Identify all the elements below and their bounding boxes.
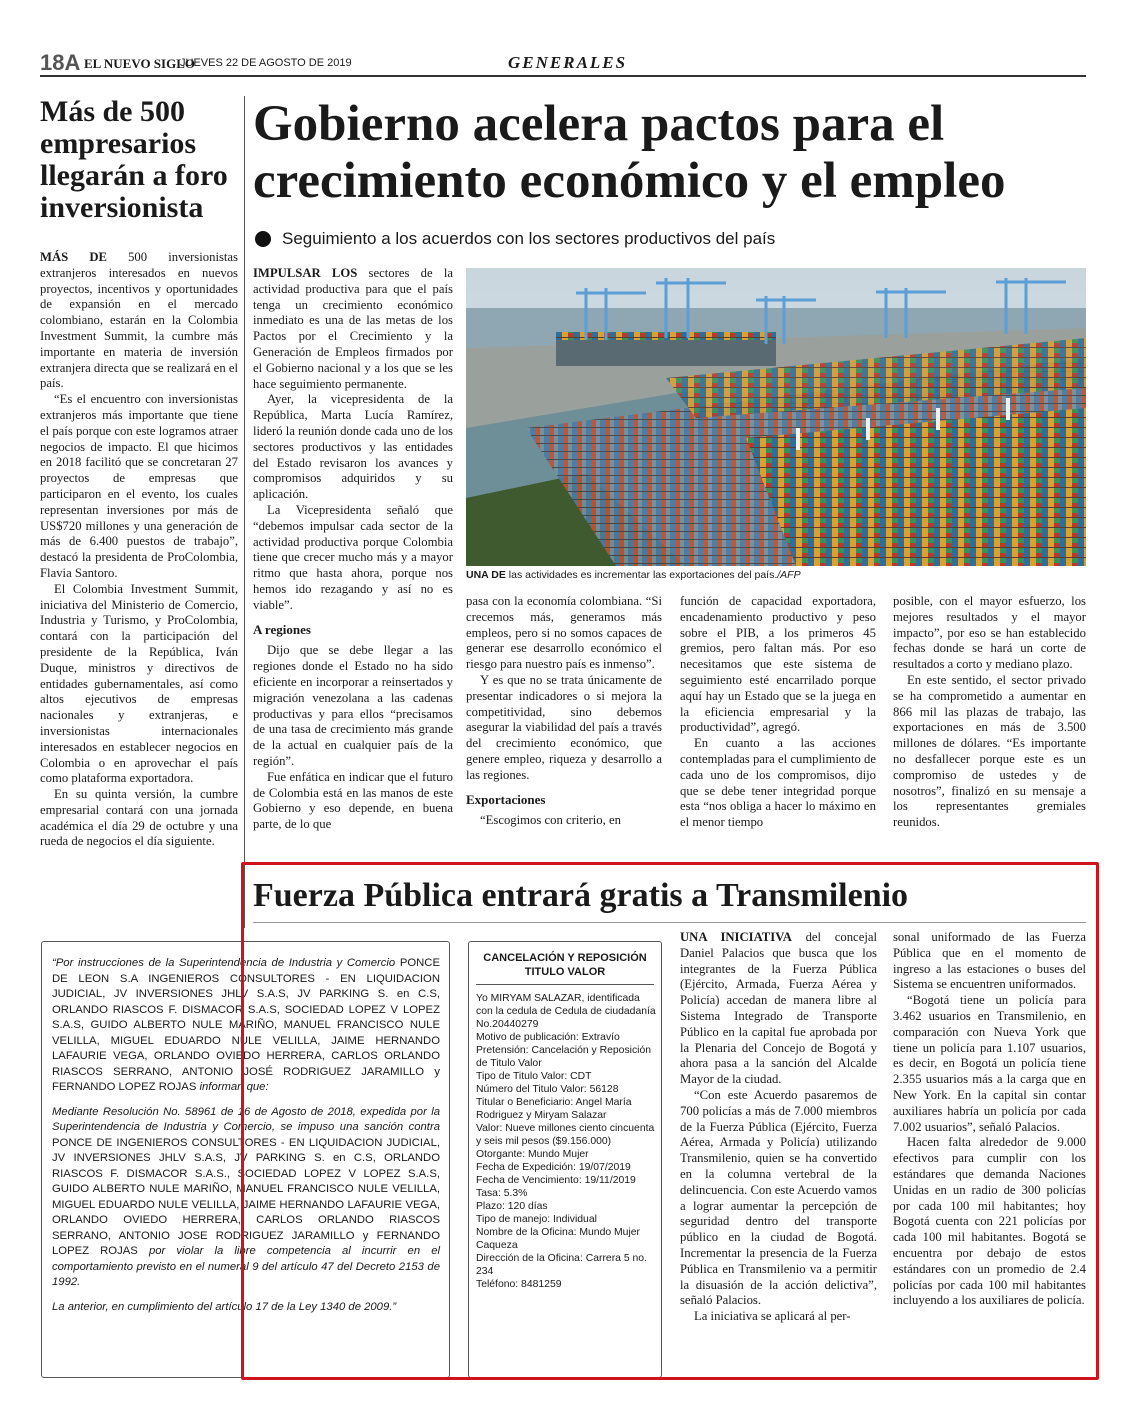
titulo-line: Dirección de la Oficina: Carrera 5 no. 234 [476,1253,647,1277]
main-story-c2p1: pasa con la economía colombiana. “Si crecemos más, generamos más empleos, pero si no somos capaces de generar ese desarrollo económico el riesgo para nuestro país es inmenso”. [466,594,662,672]
legal-notice-p2: Mediante Resolución No. 58961 de 16 de Agosto de 2018, expedida por la Superintendencia de Industria y Comercio, se impuso una sanción contra PONCE DE INGENIEROS CONSULTORES - EN LIQUIDACION JUDICIAL, JV INVERSIONES JHLV S.A.S, JV PARKING S. en C.S, ORLANDO RIASCOS F. DISMACOR S.A.S., SOCIEDAD LOPEZ V LOPEZ S.A.S, GUIDO ALBERTO NULE MARIÑO, MANUEL FRANCISCO NULE VELILLA, MIGUEL EDUARDO NULE VELILLA, JAIME HERNANDO LAFAURIE VEGA, ORLANDO OVIEDO HERRERA, CARLOS ORLANDO RIASCOS SERRANO, ANTONIO JOSE RODRIGUEZ JARAMILLO y FERNANDO LOPEZ ROJAS por violar la libre competencia al incurrir en el comportamiento previsto en el numeral 9 del artículo 47 del Decreto 2153 de 1992. [52,1105,441,1288]
main-story-c2p2: Y es que no se trata únicamente de presentar indicadores o si mejora la competitividad, sino debemos asegurar la viabilidad del país a través del crecimiento económico, que genere empleo, riqueza y desarrollo a las regiones. [466,672,662,782]
main-story-column-4 [893,594,1086,850]
main-story-c3p1: función de capacidad exportadora, encadenamiento productivo y peso sobre el PIB, a los primeros 45 gremios, pero faltan más. Por eso necesitamos que este sistema de seguimiento esté encarrilado porque aquí hay un Estado que se la juega en la eficiencia empresarial y la productividad”, agregó. [680,594,876,735]
header-rule [40,75,1086,77]
caption-lead: UNA DE [466,569,506,581]
main-story-p2: Ayer, la vicepresidenta de la República, Marta Lucía Ramírez, lideró la reunión donde cada uno de los sectores productivos y las entidades del Estado revisaron los avances y compromisos adquiridos y su aplicación. [253,392,453,502]
titulo-line: Tasa: 5.3% [476,1188,528,1199]
titulo-line: Otorgante: Mundo Mujer [476,1149,589,1160]
transmilenio-c2p3: Hacen falta alrededor de 9.000 efectivos para cumplir con los estándares que demanda Naciones Unidas en un radio de 300 policías por cada 100 mil habitantes; hoy Bogotá cuenta con 221 policías por cada 100 mil habitantes. Bogotá se encuentra por debajo de estos estándares con un promedio de 2.4 policías por cada 100 mil habitantes incluyendo a los auxiliares de policía. [893,1135,1086,1308]
legal-notice [52,956,440,1324]
main-story-title: Gobierno acelera pactos para el crecimiento económico y el empleo [253,96,1006,209]
titulo-line: Número del Titulo Valor: 56128 [476,1084,619,1095]
transmilenio-column-2 [893,930,1086,1370]
page-number: 18A [40,50,81,75]
titulo-line: Valor: Nueve millones ciento cincuenta y seis mil pesos ($9.156.000) [476,1123,655,1147]
titulo-notice-rule [476,984,654,985]
port-photo [466,268,1086,566]
bullet-icon [255,231,271,247]
side-story-p3: El Colombia Investment Summit, iniciativa del Ministerio de Comercio, Industria y Turismo, y ProColombia, contará con la participación del presidente de la República, Iván Duque, ministros y directivos de entidades gubernamentales, así como altos ejecutivos de empresas nacionales y extranjeras, e inversionistas internacionales interesados en establecer negocios en Colombia o en aprovechar el país como plataforma exportadora. [40,581,238,786]
side-story-lead: MÁS DE [40,250,107,264]
titulo-line: Plazo: 120 días [476,1201,548,1212]
titulo-line: Nombre de la Oficina: Mundo Mujer Caqueza [476,1227,641,1251]
main-story-column-3 [680,594,876,850]
main-story-c4p2: En este sentido, el sector privado se ha comprometido a aumentar en 866 mil las plazas de trabajo, las exportaciones en más de 3.500 millones de dólares. “Es importante no desfallecer porque este es un compromiso de ustedes y de nosotros”, finalizó en su mensaje a los representantes gremiales reunidos. [893,672,1086,830]
main-story-c3p2: En cuanto a las acciones contempladas para el cumplimiento de cada uno de los compromisos, dijo que se debe tener integridad porque esta “nos obliga a hacer lo máximo en el menor tiempo [680,736,876,830]
main-story-p4: Dijo que se debe llegar a las regiones donde el Estado no ha sido eficiente en incorporar a reinsertados y migración venezolana a las cadenas productivas y para ellos “precisamos de una tasa de crecimiento más grande de la actual en cualquier país de la región”. [253,643,453,768]
side-story-p4: En su quinta versión, la cumbre empresarial contará con una jornada académica el día 29 de octubre y una rueda de negocios el día siguiente. [40,787,238,849]
transmilenio-column-1 [680,930,877,1370]
main-story-c2p3: “Escogimos con criterio, en [480,813,621,828]
titulo-line: Tipo de manejo: Individual [476,1214,597,1225]
titulo-line: Pretensión: Cancelación y Reposición de Titulo Valor [476,1045,652,1069]
main-story-column-1 [253,266,453,850]
transmilenio-p3: La iniciativa se aplicará al per- [694,1309,851,1324]
photo-caption: UNA DE las actividades es incrementar las exportaciones del país./AFP [466,569,801,581]
transmilenio-story-title: Fuerza Pública entrará gratis a Transmilenio [253,877,909,914]
issue-date: JUEVES 22 DE AGOSTO DE 2019 [180,57,352,69]
side-story-p1: MÁS DE 500 inversionistas extranjeros interesados en nuevos proyectos, incentivos y oportunidades de expansión en el mercado colombiano, estarán en la Colombia Investment Summit, la cumbre más importante en materia de inversión extranjera directa que se realizará en el país. [40,250,238,391]
titulo-line: Fecha de Expedición: 19/07/2019 [476,1162,631,1173]
side-story-body [40,250,238,918]
main-story-deck: Seguimiento a los acuerdos con los sectores productivos del país [282,229,776,248]
main-story-p1: IMPULSAR LOS sectores de la actividad productiva para que el país tenga un crecimiento económico inmediato es una de las metas de los Pactos por el Crecimiento y la Generación de Empleos firmados por el Gobierno nacional y a los que se les hace seguimiento permanente. [253,266,453,391]
title-underline [253,922,1086,923]
titulo-notice-header: CANCELACIÓN Y REPOSICIÓN TITULO VALOR [483,952,647,978]
newspaper-name: EL NUEVO SIGLO [84,56,195,71]
transmilenio-c2p2: “Bogotá tiene un policía para 3.462 usuarios en Transmilenio, en comparación con Nueva York que tiene un policía para 1.107 usuarios, es decir, en Bogotá un policía tiene 2.355 usuarios más a la carga que en New York. En la capital sin contar auxiliares habría un policía por cada 7.002 usuarios”, señaló Palacios. [893,993,1086,1134]
column-divider [244,96,245,928]
main-story-c4p1: posible, con el mayor esfuerzo, los mejores resultados y el mayor impacto”, por eso se han establecido fechas donde se hará un corte de resultados a corto y mediano plazo. [893,594,1086,672]
main-story-subhead-regiones: A regiones [253,621,311,637]
titulo-notice-body [476,992,656,1291]
side-story-title: Más de 500 empresarios llegarán a foro inversionista [40,95,228,224]
titulo-line: Yo MIRYAM SALAZAR, identificada con la cedula de Cedula de ciudadanía No.20440279 [476,993,656,1030]
main-story-subhead-exportaciones: Exportaciones [466,791,546,807]
titulo-line: Teléfono: 8481259 [476,1279,562,1290]
titulo-line: Titular o Beneficiario: Angel María Rodriguez y Miryam Salazar [476,1097,632,1121]
titulo-line: Motivo de publicación: Extravío [476,1032,620,1043]
main-story-lead: IMPULSAR LOS [253,266,358,280]
legal-notice-p3: La anterior, en cumplimiento del artículo 17 de la Ley 1340 de 2009.” [52,1300,397,1313]
section-name: GENERALES [508,53,628,72]
main-story-column-2 [466,594,662,850]
transmilenio-p2: “Con este Acuerdo pasaremos de 700 policías a más de 7.000 miembros de la Fuerza Pública (Ejército, Fuerza Aérea, Armada y Policía) utilizando Transmilenio, quien se ha convertido en la columna vertebral de la delincuencia. Con este Acuerdo vamos a lograr aumentar la percepción de seguridad dentro del transporte público en la ciudad de Bogotá. Incrementar la presencia de la Fuerza Pública en Transmilenio va a permitir la disuasión de la acción delictiva”, señaló Palacios. [680,1087,877,1308]
main-story-p5: Fue enfática en indicar que el futuro de Colombia está en las manos de este Gobierno y eso depende, en buena parte, de lo que [253,769,453,832]
transmilenio-c2p1: sonal uniformado de las Fuerza Pública que en el momento de ingreso a las estaciones o buses del Sistema se encuentren uniformados. [893,930,1086,992]
container-port-image [466,268,1086,566]
main-story-p3: La Vicepresidenta señaló que “debemos impulsar cada sector de la actividad productiva porque Colombia tiene que crecer mucho más y a mayor ritmo que hasta ahora, porque nos hemos ido rezagando y así no es viable”. [253,502,453,612]
titulo-line: Fecha de Vencimiento: 19/11/2019 [476,1175,636,1186]
legal-notice-p1: “Por instrucciones de la Superintendencia de Industria y Comercio PONCE DE LEON S.A INGENIEROS CONSULTORES - EN LIQUIDACION JUDICIAL, JV INVERSIONES JHLV S.A.S, JV PARKING S. en C.S, ORLANDO RIASCOS F. DISMACOR S.A.S, SOCIEDAD LOPEZ V LOPEZ S.A.S, GUIDO ALBERTO NULE MARIÑO, MANUEL FRANCISCO NULE VELILLA, MIGUEL EDUARDO NULE VELILLA, JAIME HERNANDO LAFAURIE VEGA, ORLANDO OVIEDO HERRERA, CARLOS ORLANDO RIASCOS SERRANO, ANTONIO JOSÉ RODRIGUEZ JARAMILLO y FERNANDO LOPEZ ROJAS informan que: [52,957,440,1093]
titulo-line: Tipo de Titulo Valor: CDT [476,1071,592,1082]
transmilenio-lead: UNA INICIATIVA [680,930,792,944]
transmilenio-p1: UNA INICIATIVA del concejal Daniel Palacios que busca que los integrantes de la Fuerza Pública (Ejército, Armada, Fuerza Aérea y Policía) accedan de manera libre al Sistema Integrado de Transporte Público en la capital fue aprobada por la Plenaria del Concejo de Bogotá y ahora pasa a la sanción del Alcalde Mayor de la ciudad. [680,930,877,1087]
caption-credit: /AFP [777,569,801,581]
side-story-p2: “Es el encuentro con inversionistas extranjeros más importante que tiene el país porque con este logramos atraer negocios de impacto. El que hicimos en 2018 facilitó que se concretaran 27 proyectos de empresas que participaron en el evento, los cuales representan inversiones por más de US$720 millones y una generación de más de 6.400 puestos de trabajo”, destacó la presidenta de ProColombia, Flavia Santoro. [40,392,238,580]
